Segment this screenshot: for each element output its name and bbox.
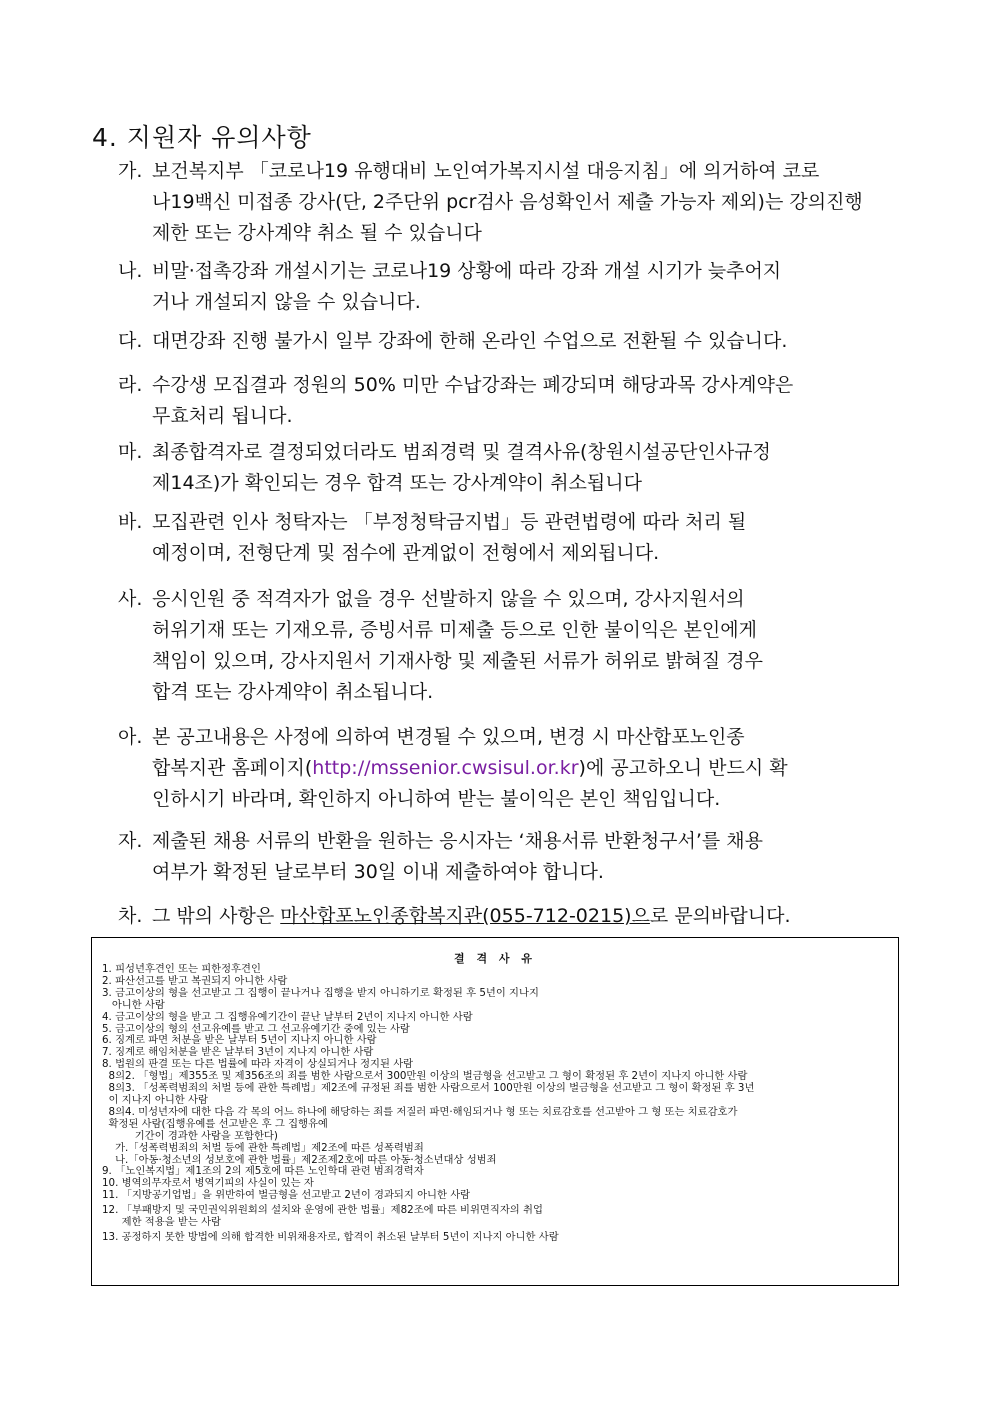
disqualification-line: 3. 금고이상의 형을 선고받고 그 집행이 끝나거나 집행을 받지 아니하기로 확정된 후 5년이 지나지 — [102, 986, 539, 999]
item-line: 책임이 있으며, 강사지원서 기재사항 및 제출된 서류가 허위로 밝혀질 경우 — [152, 650, 764, 672]
section-heading: 4. 지원자 유의사항 — [92, 123, 312, 152]
item-line — [118, 901, 908, 932]
item-marker: 다. — [118, 330, 143, 352]
disqualification-line: 4. 금고이상의 형을 받고 그 집행유예기간이 끝난 날부터 2년이 지나지 아니한 사람 — [102, 1010, 473, 1023]
notice-item — [118, 437, 908, 499]
disqualification-line: 5. 금고이상의 형의 선고유예를 받고 그 선고유예기간 중에 있는 사람 — [102, 1022, 410, 1035]
item-line — [118, 753, 908, 784]
item-line: 예정이며, 전형단계 및 점수에 관계없이 전형에서 제외됩니다. — [152, 542, 660, 564]
item-line: 보건복지부 「코로나19 유행대비 노인여가복지시설 대응지침」에 의거하여 코로 — [152, 160, 820, 182]
disqualification-line: 11. 「지방공기업법」을 위반하여 벌금형을 선고받고 2년이 경과되지 아니한 사람 — [102, 1189, 471, 1202]
item-line: 제출된 채용 서류의 반환을 원하는 응시자는 ‘채용서류 반환청구서’를 채용 — [152, 830, 764, 852]
disqualification-line: 8의4. 미성년자에 대한 다음 각 목의 어느 하나에 해당하는 죄를 저질러 파면·해임되거나 형 또는 치료감호를 선고받아 그 형 또는 치료감호가 — [102, 1105, 738, 1118]
item-line: 허위기재 또는 기재오류, 증빙서류 미제출 등으로 인한 불이익은 본인에게 — [152, 619, 757, 641]
disqualification-line: 나.「아동·청소년의 성보호에 관한 법률」제2조제2호에 따른 아동·청소년대상 성범죄 — [102, 1153, 497, 1166]
notice-item — [118, 326, 908, 357]
disqualification-line: 기간이 경과한 사람을 포함한다) — [102, 1129, 278, 1142]
notice-item — [118, 256, 908, 318]
item-line: 제14조)가 확인되는 경우 합격 또는 강사계약이 취소됩니다 — [152, 472, 642, 494]
item-line: 비말·접촉강좌 개설시기는 코로나19 상황에 따라 강좌 개설 시기가 늦추어지 — [152, 260, 782, 282]
disqualification-line: 7. 징계로 해임처분을 받은 날부터 3년이 지나지 아니한 사람 — [102, 1046, 374, 1059]
box-title: 결 격 사 유 — [454, 952, 536, 965]
item-line: 인하시기 바라며, 확인하지 아니하여 받는 불이익은 본인 책임입니다. — [152, 788, 721, 810]
homepage-link[interactable]: http://mssenior.cwsisul.or.kr — [312, 757, 579, 779]
item-marker: 마. — [118, 441, 143, 463]
item-line: 무효처리 됩니다. — [152, 405, 293, 427]
item-marker: 바. — [118, 511, 143, 533]
item-marker: 나. — [118, 260, 143, 282]
notice-item — [118, 507, 908, 569]
disqualification-line: 2. 파산선고를 받고 복권되지 아니한 사람 — [102, 974, 288, 987]
item-line: 대면강좌 진행 불가시 일부 강좌에 한해 온라인 수업으로 전환될 수 있습니다. — [152, 330, 788, 352]
notice-item — [118, 584, 908, 708]
item-line: 수강생 모집결과 정원의 50% 미만 수납강좌는 폐강되며 해당과목 강사계약은 — [152, 374, 794, 396]
item-marker: 가. — [118, 160, 143, 182]
disqualification-box — [91, 937, 899, 1286]
disqualification-line: 제한 적용을 받는 사람 — [102, 1216, 221, 1229]
item-marker: 자. — [118, 830, 143, 852]
notice-item — [118, 826, 908, 888]
disqualification-line: 10. 병역의무자로서 병역기피의 사실이 있는 자 — [102, 1177, 314, 1190]
disqualification-line: 이 지나지 아니한 사람 — [102, 1093, 208, 1106]
item-line: 여부가 확정된 날로부터 30일 이내 제출하여야 합니다. — [152, 861, 604, 883]
item-marker: 아. — [118, 726, 143, 748]
notice-item — [118, 901, 908, 932]
disqualification-line: 아니한 사람 — [102, 998, 165, 1011]
item-marker: 차. — [118, 905, 143, 927]
disqualification-line: 가.「성폭력범죄의 처벌 등에 관한 특례법」제2조에 따른 성폭력범죄 — [102, 1141, 424, 1154]
item-marker: 사. — [118, 588, 143, 610]
item-line: 합격 또는 강사계약이 취소됩니다. — [152, 681, 434, 703]
disqualification-line: 8의3. 「성폭력범죄의 처벌 등에 관한 특례법」제2조에 규정된 죄를 범한 사람으로서 100만원 이상의 벌금형을 선고받고 그 형이 확정된 후 3년 — [102, 1082, 755, 1095]
disqualification-line: 9. 「노인복지법」제1조의 2의 제5호에 따른 노인학대 관련 범죄경력자 — [102, 1165, 424, 1178]
item-text: 그 밖의 사항은 — [152, 905, 281, 927]
box-lines — [102, 964, 754, 1244]
item-text: 합복지관 홈페이지( — [152, 757, 313, 779]
disqualification-line: 8의2. 「형법」제355조 및 제356조의 죄를 범한 사람으로서 300만원 이상의 벌금형을 선고받고 그 형이 확정된 후 2년이 지나지 아니한 사람 — [102, 1070, 748, 1083]
item-line: 제한 또는 강사계약 취소 될 수 있습니다 — [152, 222, 482, 244]
notice-item — [118, 370, 908, 432]
disqualification-line: 확정된 사람(집행유예를 선고받은 후 그 집행유예 — [102, 1117, 328, 1130]
item-line: 응시인원 중 적격자가 없을 경우 선발하지 않을 수 있으며, 강사지원서의 — [152, 588, 745, 610]
item-text: )에 공고하오니 반드시 확 — [578, 757, 788, 779]
disqualification-line: 6. 징계로 파면 처분을 받은 날부터 5년이 지나지 아니한 사람 — [102, 1034, 377, 1047]
item-line: 모집관련 인사 청탁자는 「부정청탁금지법」등 관련법령에 따라 처리 될 — [152, 511, 747, 533]
contact-info: 마산합포노인종합복지관(055-712-0215)으 — [280, 905, 650, 927]
disqualification-line: 12. 「부패방지 및 국민권익위원회의 설치와 운영에 관한 법률」제82조에 따른 비위면직자의 취업 — [102, 1204, 543, 1217]
disqualification-line: 8. 법원의 판결 또는 다른 법률에 따라 자격이 상실되거나 정지된 사람 — [102, 1058, 414, 1071]
disqualification-line: 1. 피성년후견인 또는 피한정후견인 — [102, 963, 261, 975]
item-marker: 라. — [118, 374, 143, 396]
item-line: 나19백신 미접종 강사(단, 2주단위 pcr검사 음성확인서 제출 가능자 제외)는 강의진행 — [152, 191, 863, 213]
notice-item — [118, 722, 908, 815]
disqualification-line: 13. 공정하지 못한 방법에 의해 합격한 비위채용자로, 합격이 취소된 날부터 5년이 지나지 아니한 사람 — [102, 1230, 559, 1243]
item-line: 본 공고내용은 사정에 의하여 변경될 수 있으며, 변경 시 마산합포노인종 — [152, 726, 745, 748]
notice-item — [118, 156, 908, 249]
item-line: 최종합격자로 결정되었더라도 범죄경력 및 결격사유(창원시설공단인사규정 — [152, 441, 771, 463]
item-line: 거나 개설되지 않을 수 있습니다. — [152, 291, 421, 313]
item-text: 로 문의바랍니다. — [649, 905, 791, 927]
